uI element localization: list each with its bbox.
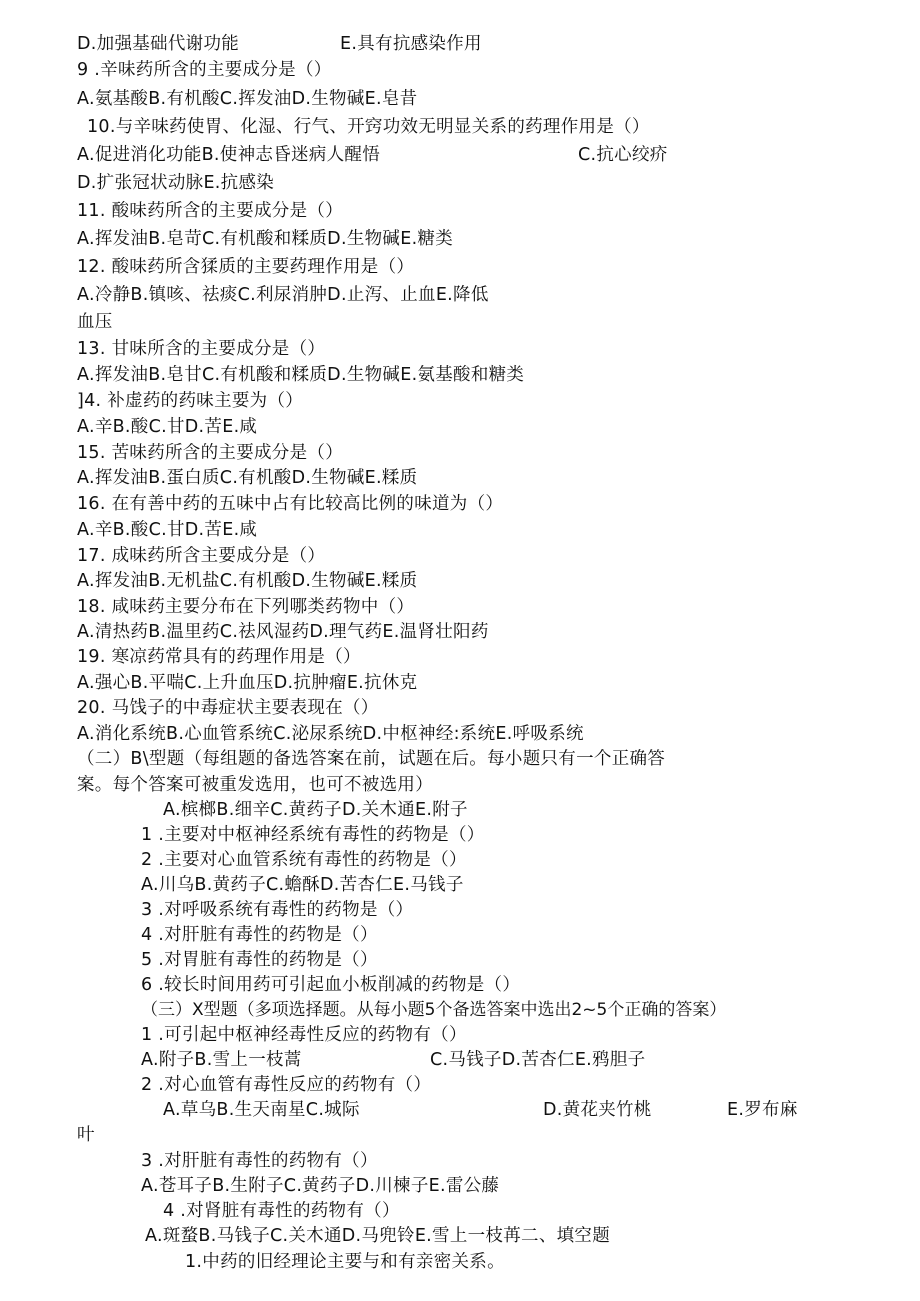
question-line: 3 .对呼吸系统有毒性的药物是（）	[141, 900, 414, 920]
option-line: A.清热药B.温里药C.祛风湿药D.理气药E.温肾壮阳药	[77, 622, 489, 642]
option-line: A.苍耳子B.生附子C.黄药子D.川楝子E.雷公藤	[141, 1176, 500, 1196]
option-line: E.具有抗感染作用	[340, 34, 482, 54]
option-line: 叶	[77, 1125, 95, 1145]
section-heading: 案。每个答案可被重发选用，也可不被选用）	[77, 775, 433, 795]
question-line: 1 .可引起中枢神经毒性反应的药物有（）	[141, 1025, 467, 1045]
question-line: 1 .主要对中枢神经系统有毒性的药物是（）	[141, 825, 485, 845]
option-line: D.扩张冠状动脉E.抗感染	[77, 173, 275, 193]
question-line: 4 .对肾脏有毒性的药物有（）	[163, 1201, 400, 1221]
question-line: 16. 在有善中药的五味中占有比较高比例的味道为（）	[77, 494, 504, 514]
question-line: 2 .对心血管有毒性反应的药物有（）	[141, 1075, 432, 1095]
option-line: A.挥发油B.皂苛C.有机酸和糅质D.生物碱E.糖类	[77, 229, 454, 249]
option-line: D.黄花夹竹桃	[543, 1100, 652, 1120]
option-line: A.挥发油B.蛋白质C.有机酸D.生物碱E.糅质	[77, 468, 418, 488]
option-line: 血压	[77, 312, 113, 332]
question-line: 2 .主要对心血管系统有毒性的药物是（）	[141, 850, 467, 870]
question-line: 19. 寒凉药常具有的药理作用是（）	[77, 647, 361, 667]
option-line: A.附子B.雪上一枝蒿	[141, 1050, 302, 1070]
question-line: 5 .对胃脏有毒性的药物是（）	[141, 950, 378, 970]
option-line: A.消化系统B.心血管系统C.泌尿系统D.中枢神经:系统E.呼吸系统	[77, 724, 584, 744]
option-line: C.马钱子D.苦杏仁E.鸦胆子	[430, 1050, 646, 1070]
option-line: A.强心B.平喘C.上升血压D.抗肿瘤E.抗休克	[77, 673, 418, 693]
question-line: 20. 马饯子的中毒症状主要表现在（）	[77, 698, 379, 718]
question-line: 15. 苦味药所含的主要成分是（）	[77, 443, 343, 463]
option-line: A.辛B.酸C.甘D.苦E.咸	[77, 520, 258, 540]
question-line: 9 .辛味药所含的主要成分是（）	[77, 60, 332, 80]
question-line: 3 .对肝脏有毒性的药物有（）	[141, 1151, 378, 1171]
option-line: A.冷静B.镇咳、祛痰C.利尿消肿D.止泻、止血E.降低	[77, 285, 489, 305]
option-line: A.槟榔B.细辛C.黄药子D.关木通E.附子	[163, 800, 468, 820]
question-line: 12. 酸味药所含猱质的主要药理作用是（）	[77, 257, 415, 277]
option-line: E.罗布麻	[727, 1100, 798, 1120]
section-heading: （三）X型题（多项选择题。从每小题5个备选答案中选出2~5个正确的答案）	[141, 1000, 727, 1020]
question-line: 4 .对肝脏有毒性的药物是（）	[141, 925, 378, 945]
option-line: A.川乌B.黄药子C.蟾酥D.苦杏仁E.马钱子	[141, 875, 464, 895]
option-line: A.草乌B.生天南星C.城际	[163, 1100, 360, 1120]
question-line: 1.中药的旧经理论主要与和有亲密关系。	[185, 1252, 505, 1272]
option-line: A.挥发油B.皂甘C.有机酸和糅质D.生物碱E.氨基酸和糖类	[77, 365, 525, 385]
question-line: 18. 咸味药主要分布在下列哪类药物中（）	[77, 597, 415, 617]
option-line: A.辛B.酸C.甘D.苦E.咸	[77, 417, 258, 437]
question-line: ]4. 补虚药的药味主要为（）	[77, 391, 304, 411]
option-line: A.挥发油B.无机盐C.有机酸D.生物碱E.糅质	[77, 571, 418, 591]
option-line: A.促进消化功能B.使神志昏迷病人醒悟	[77, 145, 380, 165]
section-heading: （二）B\型题（每组题的备选答案在前，试题在后。每小题只有一个正确答	[77, 749, 666, 769]
question-line: 17. 成味药所含主要成分是（）	[77, 546, 326, 566]
question-line: 13. 甘味所含的主要成分是（）	[77, 339, 326, 359]
question-line: 10.与辛味药使胃、化湿、行气、开窍功效无明显关系的药理作用是（）	[87, 117, 650, 137]
option-line: D.加强基础代谢功能	[77, 34, 240, 54]
option-line: A.氨基酸B.有机酸C.挥发油D.生物碱E.皂昔	[77, 89, 418, 109]
question-line: 11. 酸味药所含的主要成分是（）	[77, 201, 343, 221]
question-line: 6 .较长时间用药可引起血小板削减的药物是（）	[141, 975, 521, 995]
option-line: A.斑蝥B.马钱子C.关木通D.马兜铃E.雪上一枝苒二、填空题	[145, 1226, 611, 1246]
option-line: C.抗心绞疥	[578, 145, 668, 165]
